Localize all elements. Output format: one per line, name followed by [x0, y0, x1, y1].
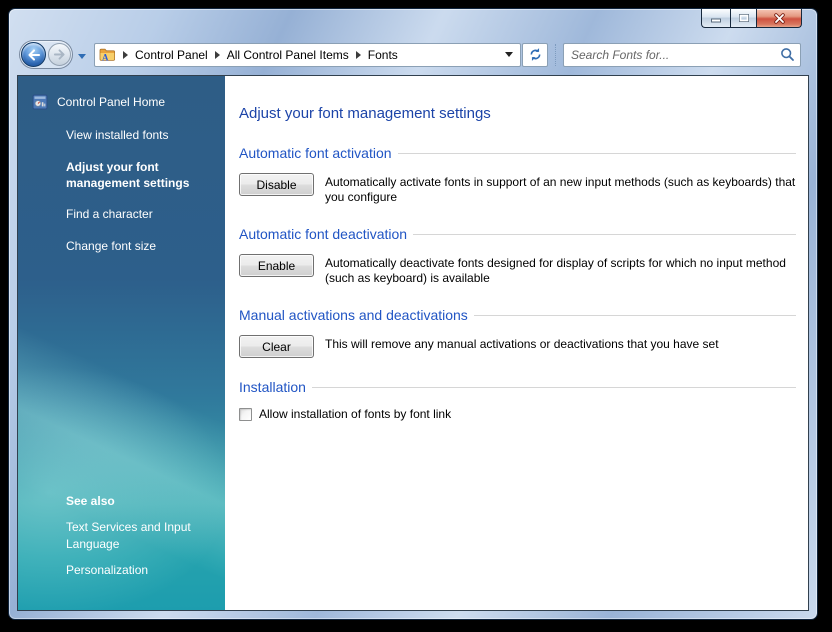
section-rule	[413, 234, 796, 235]
sidebar	[18, 76, 225, 610]
toolbar-separator	[555, 44, 556, 66]
font-link-checkbox[interactable]	[239, 408, 252, 421]
forward-button[interactable]	[48, 43, 71, 66]
sidebar-item-change-font-size[interactable]: Change font size	[66, 239, 157, 253]
breadcrumb-separator-icon	[123, 51, 128, 59]
sidebar-item-adjust-font-management[interactable]: Adjust your font management settings	[66, 160, 190, 190]
search-icon[interactable]	[780, 47, 795, 62]
recent-pages-chevron-icon[interactable]	[78, 54, 86, 59]
section-heading-installation	[239, 379, 796, 395]
font-link-checkbox-label: Allow installation of fonts by font link	[259, 407, 452, 421]
sidebar-task-list	[32, 127, 215, 261]
clear-button[interactable]: Clear	[239, 335, 314, 358]
auto-deactivation-row	[239, 254, 796, 286]
explorer-window	[8, 8, 818, 620]
sidebar-item-personalization[interactable]: Personalization	[66, 563, 149, 577]
maximize-icon	[738, 13, 750, 23]
breadcrumb-all-items[interactable]: All Control Panel Items	[226, 47, 349, 62]
main-panel	[225, 76, 808, 610]
forward-arrow-icon	[53, 49, 66, 60]
enable-button[interactable]: Enable	[239, 254, 314, 277]
section-heading-auto-activation	[239, 145, 796, 161]
section-heading-auto-deactivation	[239, 226, 796, 242]
breadcrumb-fonts[interactable]: Fonts	[367, 47, 398, 62]
chevron-down-icon	[505, 52, 513, 57]
section-rule	[474, 315, 796, 316]
sidebar-item-control-panel-home[interactable]	[32, 94, 215, 110]
back-button[interactable]	[21, 42, 46, 67]
section-heading-text: Automatic font activation	[239, 145, 392, 161]
section-heading-text: Installation	[239, 379, 306, 395]
sidebar-home-label: Control Panel Home	[57, 95, 166, 109]
refresh-button[interactable]	[522, 43, 548, 67]
search-box	[563, 43, 801, 67]
manual-clear-row	[239, 335, 796, 358]
window-controls	[701, 9, 802, 28]
navigation-bar	[9, 41, 817, 68]
manual-clear-description: This will remove any manual activations or deactivations that you have set	[325, 337, 719, 351]
breadcrumb-separator-icon	[356, 51, 361, 59]
svg-text:A: A	[102, 52, 109, 62]
maximize-button[interactable]	[730, 9, 757, 28]
refresh-icon	[528, 47, 543, 62]
section-rule	[312, 387, 796, 388]
back-arrow-icon	[27, 49, 41, 61]
minimize-icon	[710, 14, 722, 23]
section-heading-manual	[239, 307, 796, 323]
auto-activation-row	[239, 173, 796, 205]
sidebar-item-view-installed-fonts[interactable]: View installed fonts	[66, 128, 169, 142]
nav-buttons-capsule	[19, 40, 73, 69]
sidebar-item-text-services[interactable]: Text Services and Input Language	[66, 520, 191, 551]
close-button[interactable]	[757, 9, 802, 28]
fonts-folder-icon	[99, 47, 116, 62]
page-title: Adjust your font management settings	[239, 105, 491, 122]
section-rule	[398, 153, 796, 154]
see-also-section	[66, 494, 215, 588]
content-area	[17, 75, 809, 611]
search-input[interactable]	[571, 46, 780, 64]
auto-activation-description: Automatically activate fonts in support of an new input methods (such as keyboards) that you configure	[325, 175, 796, 204]
auto-deactivation-description: Automatically deactivate fonts designed for display of scripts for which no input method (such as keyboard) is available	[325, 256, 786, 285]
breadcrumb-separator-icon	[215, 51, 220, 59]
control-panel-icon	[32, 94, 48, 110]
address-dropdown-button[interactable]	[500, 45, 518, 65]
address-bar[interactable]	[94, 43, 521, 67]
minimize-button[interactable]	[701, 9, 730, 28]
see-also-heading: See also	[66, 494, 115, 508]
disable-button[interactable]: Disable	[239, 173, 314, 196]
section-heading-text: Manual activations and deactivations	[239, 307, 468, 323]
sidebar-item-find-a-character[interactable]: Find a character	[66, 207, 153, 221]
font-link-checkbox-row	[239, 407, 796, 421]
close-icon	[773, 13, 786, 24]
breadcrumb-control-panel[interactable]: Control Panel	[135, 47, 208, 62]
section-heading-text: Automatic font deactivation	[239, 226, 408, 242]
